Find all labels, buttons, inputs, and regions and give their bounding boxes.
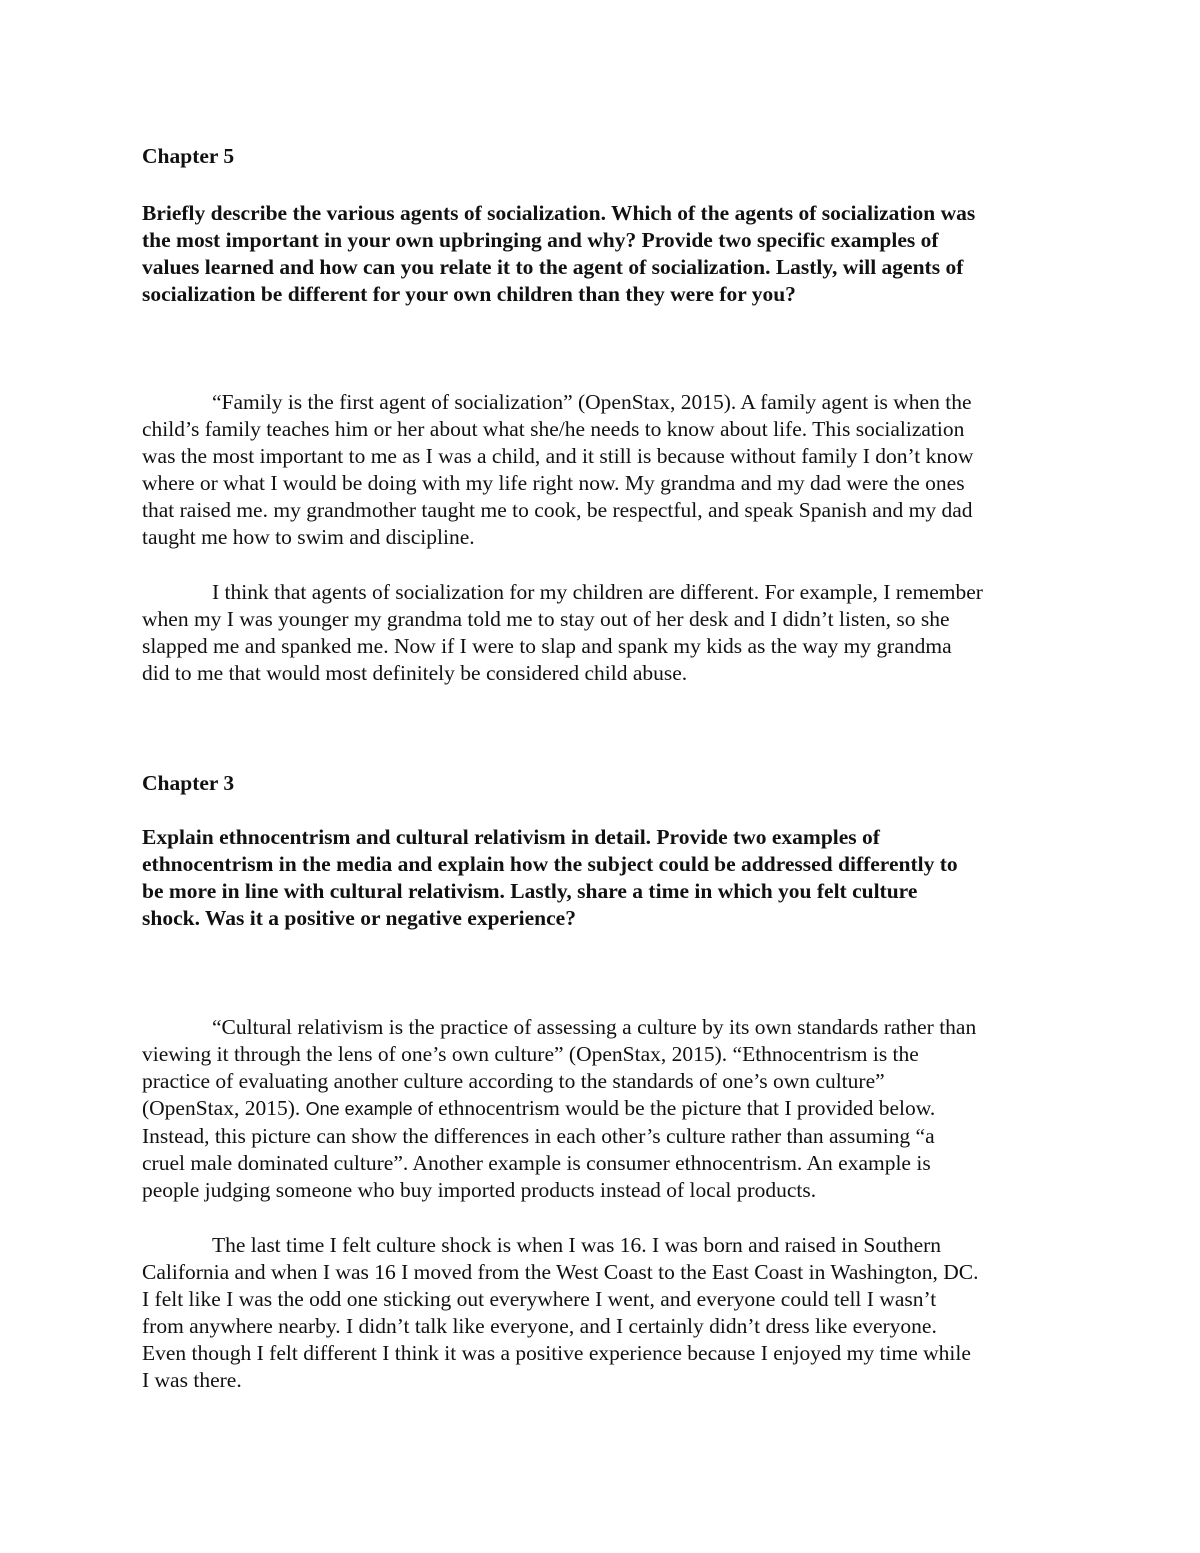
chapter-3-prompt bbox=[142, 824, 958, 932]
prompt-line: values learned and how can you relate it to the agent of socialization. Lastly, will agents of bbox=[142, 255, 964, 279]
paragraph-line: from anywhere nearby. I didn’t talk like everyone, and I certainly didn’t dress like everyone. bbox=[142, 1314, 937, 1338]
paragraph-line: I was there. bbox=[142, 1368, 242, 1392]
paragraph-line: when my I was younger my grandma told me to stay out of her desk and I didn’t listen, so she bbox=[142, 607, 950, 631]
paragraph-line: viewing it through the lens of one’s own culture” (OpenStax, 2015). “Ethnocentrism is the bbox=[142, 1042, 919, 1066]
prompt-line: socialization be different for your own children than they were for you? bbox=[142, 282, 796, 306]
paragraph-line: taught me how to swim and discipline. bbox=[142, 525, 475, 549]
prompt-line: ethnocentrism in the media and explain how the subject could be addressed differently to bbox=[142, 852, 958, 876]
line-segment: (OpenStax, 2015). bbox=[142, 1096, 306, 1120]
paragraph-line bbox=[142, 1095, 976, 1123]
paragraph-line: “Family is the first agent of socialization” (OpenStax, 2015). A family agent is when the bbox=[212, 390, 972, 414]
paragraph-line: The last time I felt culture shock is when I was 16. I was born and raised in Southern bbox=[212, 1233, 942, 1257]
prompt-line: Briefly describe the various agents of socialization. Which of the agents of socialization was bbox=[142, 201, 976, 225]
paragraph-line: cruel male dominated culture”. Another example is consumer ethnocentrism. An example is bbox=[142, 1151, 931, 1175]
paragraph-line: Instead, this picture can show the differences in each other’s culture rather than assuming “a bbox=[142, 1124, 935, 1148]
paragraph-line: that raised me. my grandmother taught me to cook, be respectful, and speak Spanish and my dad bbox=[142, 498, 973, 522]
paragraph-line: Even though I felt different I think it was a positive experience because I enjoyed my time while bbox=[142, 1341, 971, 1365]
paragraph-line: where or what I would be doing with my life right now. My grandma and my dad were the ones bbox=[142, 471, 965, 495]
prompt-line: the most important in your own upbringing and why? Provide two specific examples of bbox=[142, 228, 939, 252]
paragraph-line: “Cultural relativism is the practice of assessing a culture by its own standards rather than bbox=[212, 1015, 977, 1039]
chapter-3-answer-paragraph-1 bbox=[142, 1014, 976, 1204]
line-segment-sans: One example of bbox=[305, 1099, 433, 1119]
paragraph-line: was the most important to me as I was a child, and it still is because without family I don’t know bbox=[142, 444, 974, 468]
chapter-5-heading: Chapter 5 bbox=[142, 144, 235, 168]
line-segment: ethnocentrism would be the picture that I provided below. bbox=[432, 1096, 936, 1120]
chapter-5-answer-paragraph-2 bbox=[142, 579, 983, 687]
prompt-line: be more in line with cultural relativism. Lastly, share a time in which you felt culture bbox=[142, 879, 918, 903]
prompt-line: shock. Was it a positive or negative experience? bbox=[142, 906, 576, 930]
paragraph-line: I felt like I was the odd one sticking out everywhere I went, and everyone could tell I wasn’t bbox=[142, 1287, 937, 1311]
paragraph-line: did to me that would most definitely be considered child abuse. bbox=[142, 661, 688, 685]
paragraph-line: I think that agents of socialization for my children are different. For example, I remember bbox=[212, 580, 983, 604]
paragraph-line: California and when I was 16 I moved from the West Coast to the East Coast in Washington, DC. bbox=[142, 1260, 979, 1284]
paragraph-line: slapped me and spanked me. Now if I were to slap and spank my kids as the way my grandma bbox=[142, 634, 952, 658]
chapter-5-prompt bbox=[142, 200, 975, 308]
paragraph-line: child’s family teaches him or her about what she/he needs to know about life. This socialization bbox=[142, 417, 965, 441]
chapter-3-heading: Chapter 3 bbox=[142, 771, 235, 795]
chapter-5-answer-paragraph-1 bbox=[142, 389, 973, 551]
prompt-line: Explain ethnocentrism and cultural relativism in detail. Provide two examples of bbox=[142, 825, 880, 849]
paragraph-line: people judging someone who buy imported products instead of local products. bbox=[142, 1178, 817, 1202]
paragraph-line: practice of evaluating another culture according to the standards of one’s own culture” bbox=[142, 1069, 885, 1093]
chapter-3-answer-paragraph-2 bbox=[142, 1232, 979, 1394]
